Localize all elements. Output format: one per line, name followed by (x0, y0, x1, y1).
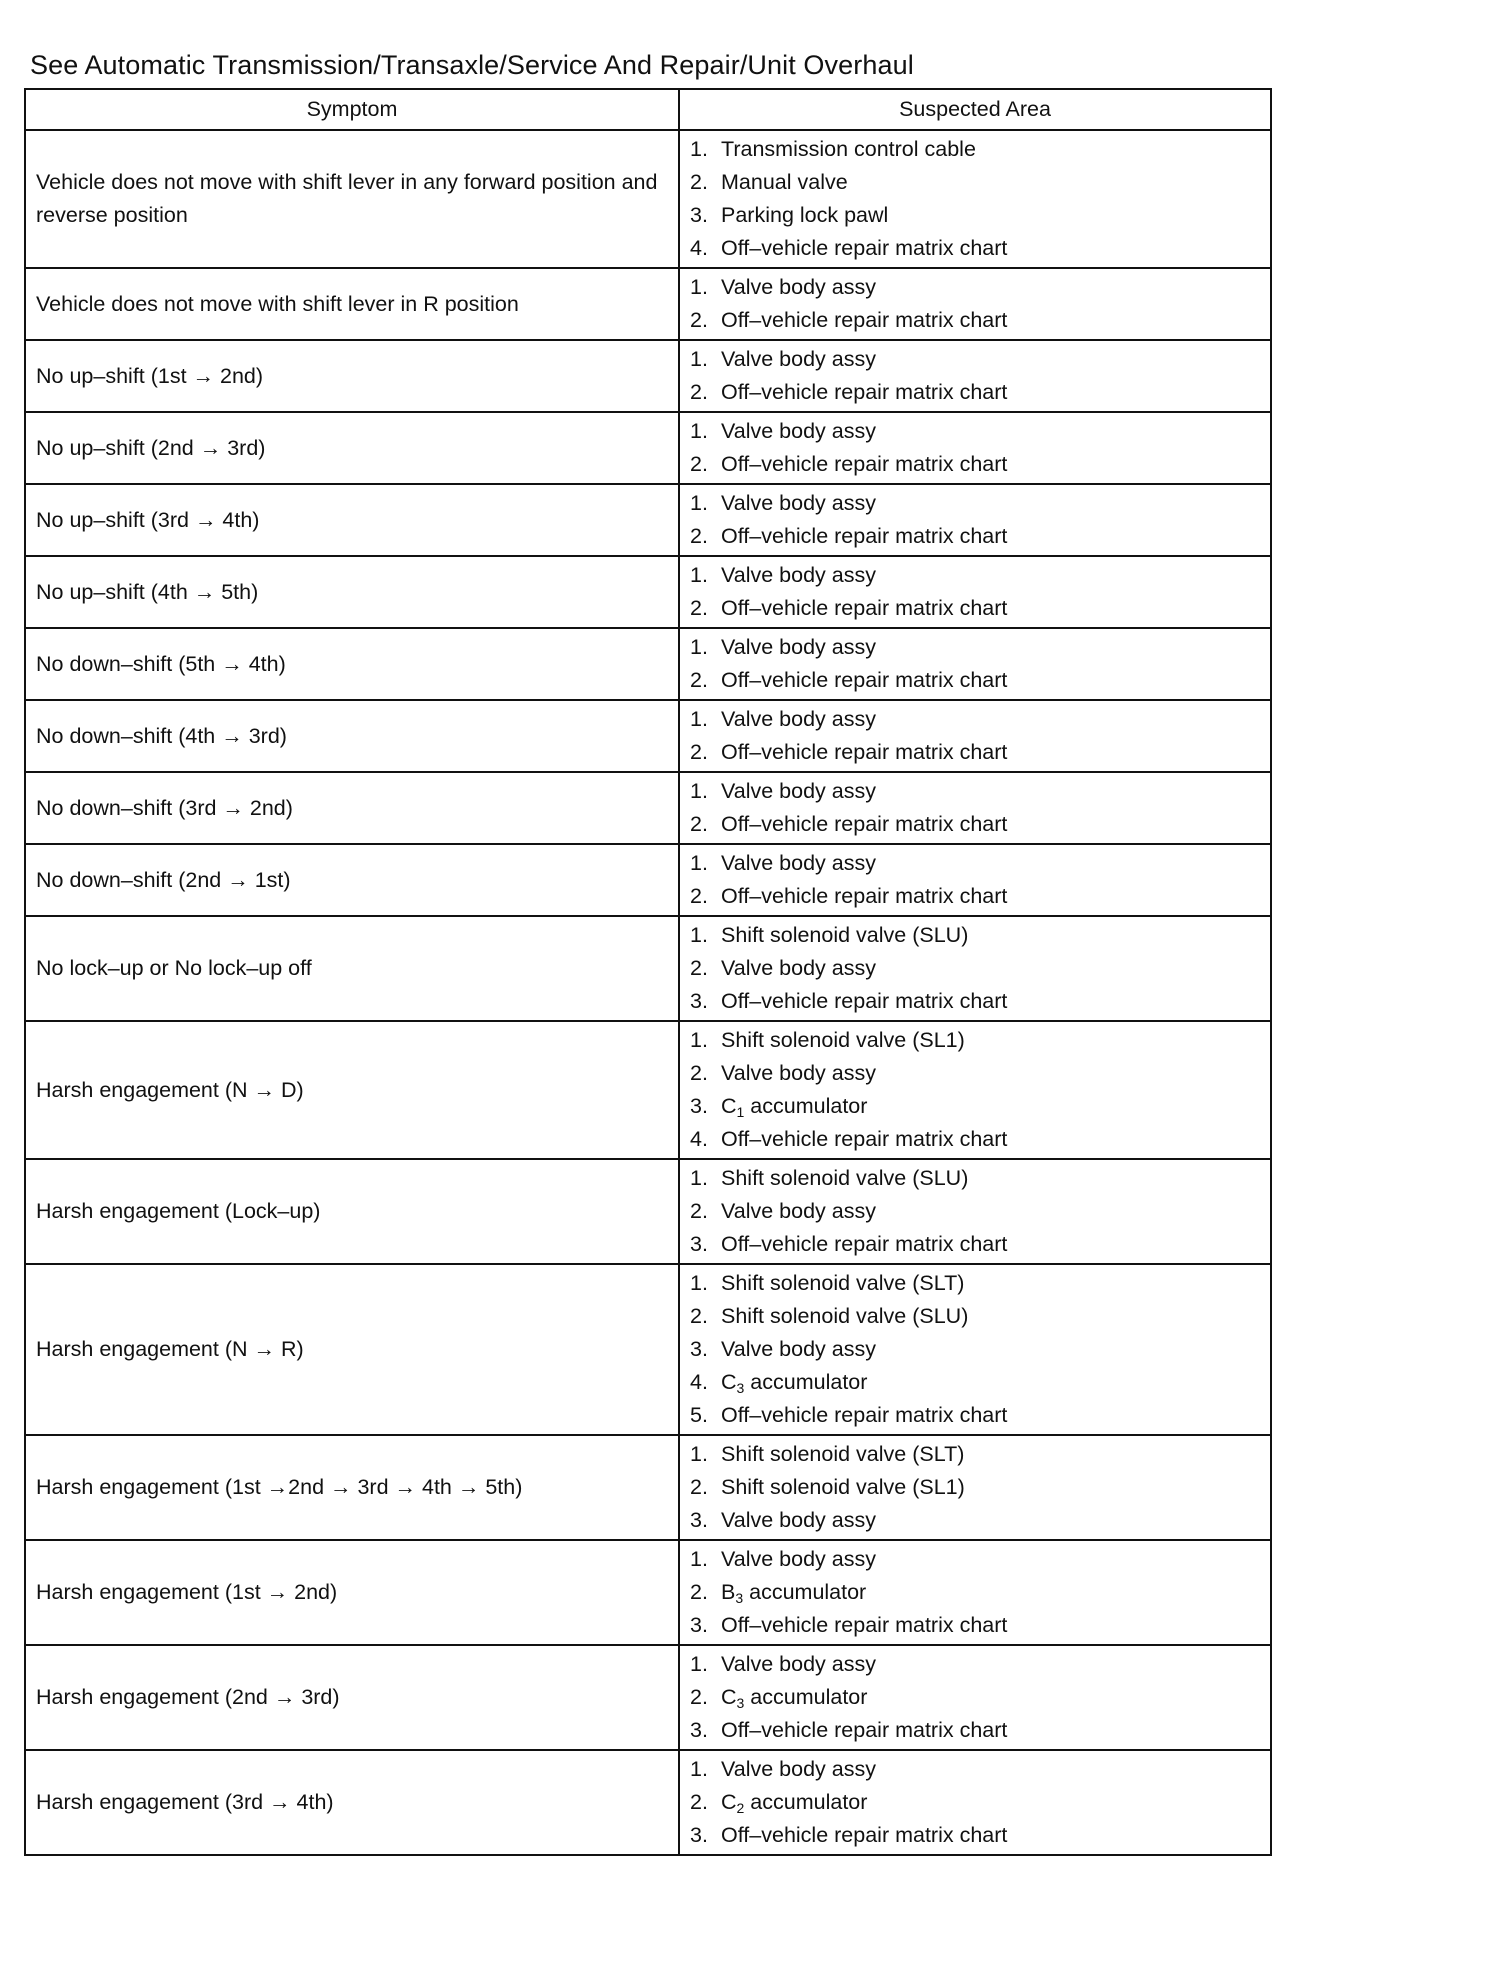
list-item (690, 304, 1262, 337)
item-number: 1. (690, 1028, 708, 1052)
component-letter: C (721, 1094, 737, 1118)
list-item (690, 1648, 1262, 1681)
component-subscript: 1 (736, 1104, 745, 1120)
list-item (690, 448, 1262, 481)
symptom-cell: Harsh engagement (3rd → 4th) (25, 1750, 679, 1855)
component-letter: C (721, 1790, 737, 1814)
item-number: 1. (690, 635, 708, 659)
item-text: Off–vehicle repair matrix chart (721, 236, 1008, 260)
item-number: 2. (690, 812, 708, 836)
list-item (690, 703, 1262, 736)
table-row (25, 1540, 1271, 1645)
list-item (690, 1024, 1262, 1057)
item-text: Valve body assy (721, 1508, 876, 1532)
suspected-area-cell (679, 1750, 1271, 1855)
item-number: 1. (690, 419, 708, 443)
item-number: 1. (690, 137, 708, 161)
item-text: Off–vehicle repair matrix chart (721, 308, 1008, 332)
list-item (690, 1300, 1262, 1333)
list-item (690, 1228, 1262, 1261)
table-row (25, 916, 1271, 1021)
list-item (690, 166, 1262, 199)
component-subscript: 3 (736, 1380, 745, 1396)
item-text: Valve body assy (721, 635, 876, 659)
item-number: 5. (690, 1403, 708, 1427)
list-item (690, 847, 1262, 880)
list-item (690, 808, 1262, 841)
list-item (690, 664, 1262, 697)
item-text: Shift solenoid valve (SLU) (721, 923, 969, 947)
suspected-area-cell (679, 844, 1271, 916)
item-text: Off–vehicle repair matrix chart (721, 1613, 1008, 1637)
symptom-cell: No down–shift (5th → 4th) (25, 628, 679, 700)
item-text: Shift solenoid valve (SL1) (721, 1028, 965, 1052)
item-number: 3. (690, 989, 708, 1013)
item-number: 3. (690, 1337, 708, 1361)
table-row (25, 1645, 1271, 1750)
item-text: Valve body assy (721, 563, 876, 587)
symptom-cell: Harsh engagement (N → D) (25, 1021, 679, 1159)
symptom-table (24, 88, 1272, 1856)
symptom-cell: Harsh engagement (1st →2nd → 3rd → 4th → 5th) (25, 1435, 679, 1540)
item-text: Off–vehicle repair matrix chart (721, 1127, 1008, 1151)
item-number: 1. (690, 347, 708, 371)
item-number: 1. (690, 1547, 708, 1571)
page-heading: See Automatic Transmission/Transaxle/Service And Repair/Unit Overhaul (30, 50, 914, 80)
list-item (690, 1267, 1262, 1300)
item-text: Valve body assy (721, 779, 876, 803)
item-number: 2. (690, 1061, 708, 1085)
suspected-area-cell (679, 1645, 1271, 1750)
item-text: Shift solenoid valve (SLU) (721, 1304, 969, 1328)
suspected-area-list (690, 703, 1262, 769)
item-text (721, 1366, 867, 1399)
table-row (25, 772, 1271, 844)
suspected-area-list (690, 271, 1262, 337)
table-row (25, 268, 1271, 340)
item-text: Off–vehicle repair matrix chart (721, 452, 1008, 476)
list-item (690, 985, 1262, 1018)
list-item (690, 1753, 1262, 1786)
suspected-area-cell (679, 1435, 1271, 1540)
item-text: Off–vehicle repair matrix chart (721, 884, 1008, 908)
list-item (690, 1090, 1262, 1123)
symptom-cell: No up–shift (1st → 2nd) (25, 340, 679, 412)
item-number: 1. (690, 1166, 708, 1190)
list-item (690, 1714, 1262, 1747)
list-item (690, 1366, 1262, 1399)
item-number: 3. (690, 1718, 708, 1742)
suspected-area-list (690, 1753, 1262, 1852)
item-number: 3. (690, 1094, 708, 1118)
list-item (690, 631, 1262, 664)
table-row (25, 556, 1271, 628)
list-item (690, 1195, 1262, 1228)
suspected-area-list (690, 919, 1262, 1018)
symptom-cell: Harsh engagement (N → R) (25, 1264, 679, 1435)
list-item (690, 559, 1262, 592)
table-row (25, 340, 1271, 412)
component-suffix: accumulator (744, 1094, 868, 1118)
item-text (721, 1090, 867, 1123)
item-number: 2. (690, 1475, 708, 1499)
list-item (690, 271, 1262, 304)
item-number: 4. (690, 1370, 708, 1394)
table-body (25, 130, 1271, 1855)
list-item (690, 919, 1262, 952)
table-row (25, 700, 1271, 772)
list-item (690, 1504, 1262, 1537)
suspected-area-list (690, 775, 1262, 841)
suspected-area-list (690, 133, 1262, 265)
item-text: Off–vehicle repair matrix chart (721, 1232, 1008, 1256)
suspected-area-cell (679, 412, 1271, 484)
symptom-cell: No up–shift (3rd → 4th) (25, 484, 679, 556)
item-text: Valve body assy (721, 491, 876, 515)
list-item (690, 592, 1262, 625)
item-number: 3. (690, 1823, 708, 1847)
symptom-table-container (24, 88, 1270, 1856)
item-text: Valve body assy (721, 1652, 876, 1676)
item-text: Valve body assy (721, 1061, 876, 1085)
item-number: 4. (690, 236, 708, 260)
list-item (690, 1123, 1262, 1156)
symptom-cell: Harsh engagement (1st → 2nd) (25, 1540, 679, 1645)
list-item (690, 1333, 1262, 1366)
suspected-area-cell (679, 340, 1271, 412)
list-item (690, 415, 1262, 448)
list-item (690, 376, 1262, 409)
item-number: 1. (690, 491, 708, 515)
suspected-area-column-header: Suspected Area (679, 89, 1271, 130)
suspected-area-list (690, 559, 1262, 625)
item-number: 1. (690, 1757, 708, 1781)
suspected-area-cell (679, 1159, 1271, 1264)
list-item (690, 1609, 1262, 1642)
suspected-area-cell (679, 1264, 1271, 1435)
item-number: 2. (690, 308, 708, 332)
suspected-area-cell (679, 916, 1271, 1021)
item-text: Manual valve (721, 170, 848, 194)
item-text: Valve body assy (721, 347, 876, 371)
component-suffix: accumulator (744, 1370, 868, 1394)
list-item (690, 487, 1262, 520)
list-item (690, 736, 1262, 769)
table-row (25, 1264, 1271, 1435)
item-number: 1. (690, 1652, 708, 1676)
symptom-cell: No up–shift (4th → 5th) (25, 556, 679, 628)
item-text: Valve body assy (721, 851, 876, 875)
list-item (690, 1543, 1262, 1576)
list-item (690, 343, 1262, 376)
item-text: Valve body assy (721, 1199, 876, 1223)
item-text: Shift solenoid valve (SL1) (721, 1475, 965, 1499)
item-number: 2. (690, 1580, 708, 1604)
item-number: 3. (690, 1508, 708, 1532)
item-number: 4. (690, 1127, 708, 1151)
table-row (25, 412, 1271, 484)
list-item (690, 1438, 1262, 1471)
item-number: 2. (690, 884, 708, 908)
suspected-area-cell (679, 700, 1271, 772)
item-text: Off–vehicle repair matrix chart (721, 740, 1008, 764)
component-letter: C (721, 1685, 737, 1709)
list-item (690, 1819, 1262, 1852)
suspected-area-list (690, 847, 1262, 913)
component-suffix: accumulator (744, 1790, 868, 1814)
component-subscript: 2 (736, 1800, 745, 1816)
suspected-area-list (690, 415, 1262, 481)
item-text (721, 1681, 867, 1714)
symptom-cell: No up–shift (2nd → 3rd) (25, 412, 679, 484)
item-number: 1. (690, 1271, 708, 1295)
suspected-area-cell (679, 130, 1271, 268)
table-row (25, 844, 1271, 916)
symptom-cell: No down–shift (3rd → 2nd) (25, 772, 679, 844)
list-item (690, 1576, 1262, 1609)
list-item (690, 133, 1262, 166)
item-text: Off–vehicle repair matrix chart (721, 812, 1008, 836)
suspected-area-list (690, 1162, 1262, 1261)
item-text: Transmission control cable (721, 137, 976, 161)
item-text: Off–vehicle repair matrix chart (721, 989, 1008, 1013)
item-number: 1. (690, 275, 708, 299)
symptom-cell: Vehicle does not move with shift lever in any forward position and reverse position (25, 130, 679, 268)
item-number: 2. (690, 1199, 708, 1223)
table-row (25, 130, 1271, 268)
item-number: 3. (690, 203, 708, 227)
table-row (25, 1159, 1271, 1264)
list-item (690, 199, 1262, 232)
item-text (721, 1786, 867, 1819)
item-number: 1. (690, 779, 708, 803)
item-number: 2. (690, 740, 708, 764)
suspected-area-list (690, 631, 1262, 697)
component-letter: B (721, 1580, 736, 1604)
item-text: Off–vehicle repair matrix chart (721, 668, 1008, 692)
suspected-area-cell (679, 628, 1271, 700)
item-text: Valve body assy (721, 275, 876, 299)
table-row (25, 1021, 1271, 1159)
list-item (690, 952, 1262, 985)
suspected-area-cell (679, 772, 1271, 844)
item-text: Shift solenoid valve (SLU) (721, 1166, 969, 1190)
item-text: Off–vehicle repair matrix chart (721, 380, 1008, 404)
item-text: Valve body assy (721, 1547, 876, 1571)
list-item (690, 880, 1262, 913)
symptom-cell: No down–shift (2nd → 1st) (25, 844, 679, 916)
item-number: 1. (690, 563, 708, 587)
item-text (721, 1576, 866, 1609)
table-row (25, 1435, 1271, 1540)
list-item (690, 1786, 1262, 1819)
list-item (690, 1471, 1262, 1504)
item-text: Valve body assy (721, 707, 876, 731)
suspected-area-list (690, 1438, 1262, 1537)
item-text: Valve body assy (721, 956, 876, 980)
item-text: Valve body assy (721, 1337, 876, 1361)
list-item (690, 520, 1262, 553)
symptom-cell: Harsh engagement (2nd → 3rd) (25, 1645, 679, 1750)
symptom-column-header: Symptom (25, 89, 679, 130)
item-number: 1. (690, 707, 708, 731)
item-number: 1. (690, 923, 708, 947)
suspected-area-list (690, 1024, 1262, 1156)
item-number: 2. (690, 380, 708, 404)
component-suffix: accumulator (744, 1685, 868, 1709)
item-text: Off–vehicle repair matrix chart (721, 1823, 1008, 1847)
table-row (25, 1750, 1271, 1855)
item-number: 1. (690, 1442, 708, 1466)
component-letter: C (721, 1370, 737, 1394)
list-item (690, 1057, 1262, 1090)
item-text: Parking lock pawl (721, 203, 889, 227)
suspected-area-cell (679, 1021, 1271, 1159)
item-number: 2. (690, 956, 708, 980)
suspected-area-list (690, 487, 1262, 553)
item-text: Off–vehicle repair matrix chart (721, 1718, 1008, 1742)
symptom-cell: No down–shift (4th → 3rd) (25, 700, 679, 772)
item-number: 2. (690, 170, 708, 194)
component-subscript: 3 (736, 1695, 745, 1711)
item-number: 2. (690, 1790, 708, 1814)
item-number: 2. (690, 668, 708, 692)
item-number: 3. (690, 1232, 708, 1256)
component-suffix: accumulator (743, 1580, 867, 1604)
item-number: 2. (690, 452, 708, 476)
suspected-area-cell (679, 484, 1271, 556)
item-number: 2. (690, 1304, 708, 1328)
item-text: Off–vehicle repair matrix chart (721, 596, 1008, 620)
suspected-area-list (690, 1267, 1262, 1432)
table-row (25, 484, 1271, 556)
item-text: Valve body assy (721, 1757, 876, 1781)
suspected-area-cell (679, 556, 1271, 628)
symptom-cell: Harsh engagement (Lock–up) (25, 1159, 679, 1264)
symptom-cell: No lock–up or No lock–up off (25, 916, 679, 1021)
suspected-area-cell (679, 1540, 1271, 1645)
item-text: Valve body assy (721, 419, 876, 443)
table-row (25, 628, 1271, 700)
suspected-area-list (690, 1648, 1262, 1747)
symptom-cell: Vehicle does not move with shift lever in R position (25, 268, 679, 340)
item-number: 2. (690, 1685, 708, 1709)
list-item (690, 232, 1262, 265)
item-text: Off–vehicle repair matrix chart (721, 524, 1008, 548)
list-item (690, 1681, 1262, 1714)
suspected-area-list (690, 343, 1262, 409)
suspected-area-list (690, 1543, 1262, 1642)
table-header-row (25, 89, 1271, 130)
item-text: Shift solenoid valve (SLT) (721, 1271, 965, 1295)
list-item (690, 775, 1262, 808)
item-text: Off–vehicle repair matrix chart (721, 1403, 1008, 1427)
list-item (690, 1399, 1262, 1432)
item-number: 3. (690, 1613, 708, 1637)
item-number: 2. (690, 596, 708, 620)
list-item (690, 1162, 1262, 1195)
component-subscript: 3 (735, 1590, 744, 1606)
suspected-area-cell (679, 268, 1271, 340)
item-number: 1. (690, 851, 708, 875)
item-number: 2. (690, 524, 708, 548)
item-text: Shift solenoid valve (SLT) (721, 1442, 965, 1466)
